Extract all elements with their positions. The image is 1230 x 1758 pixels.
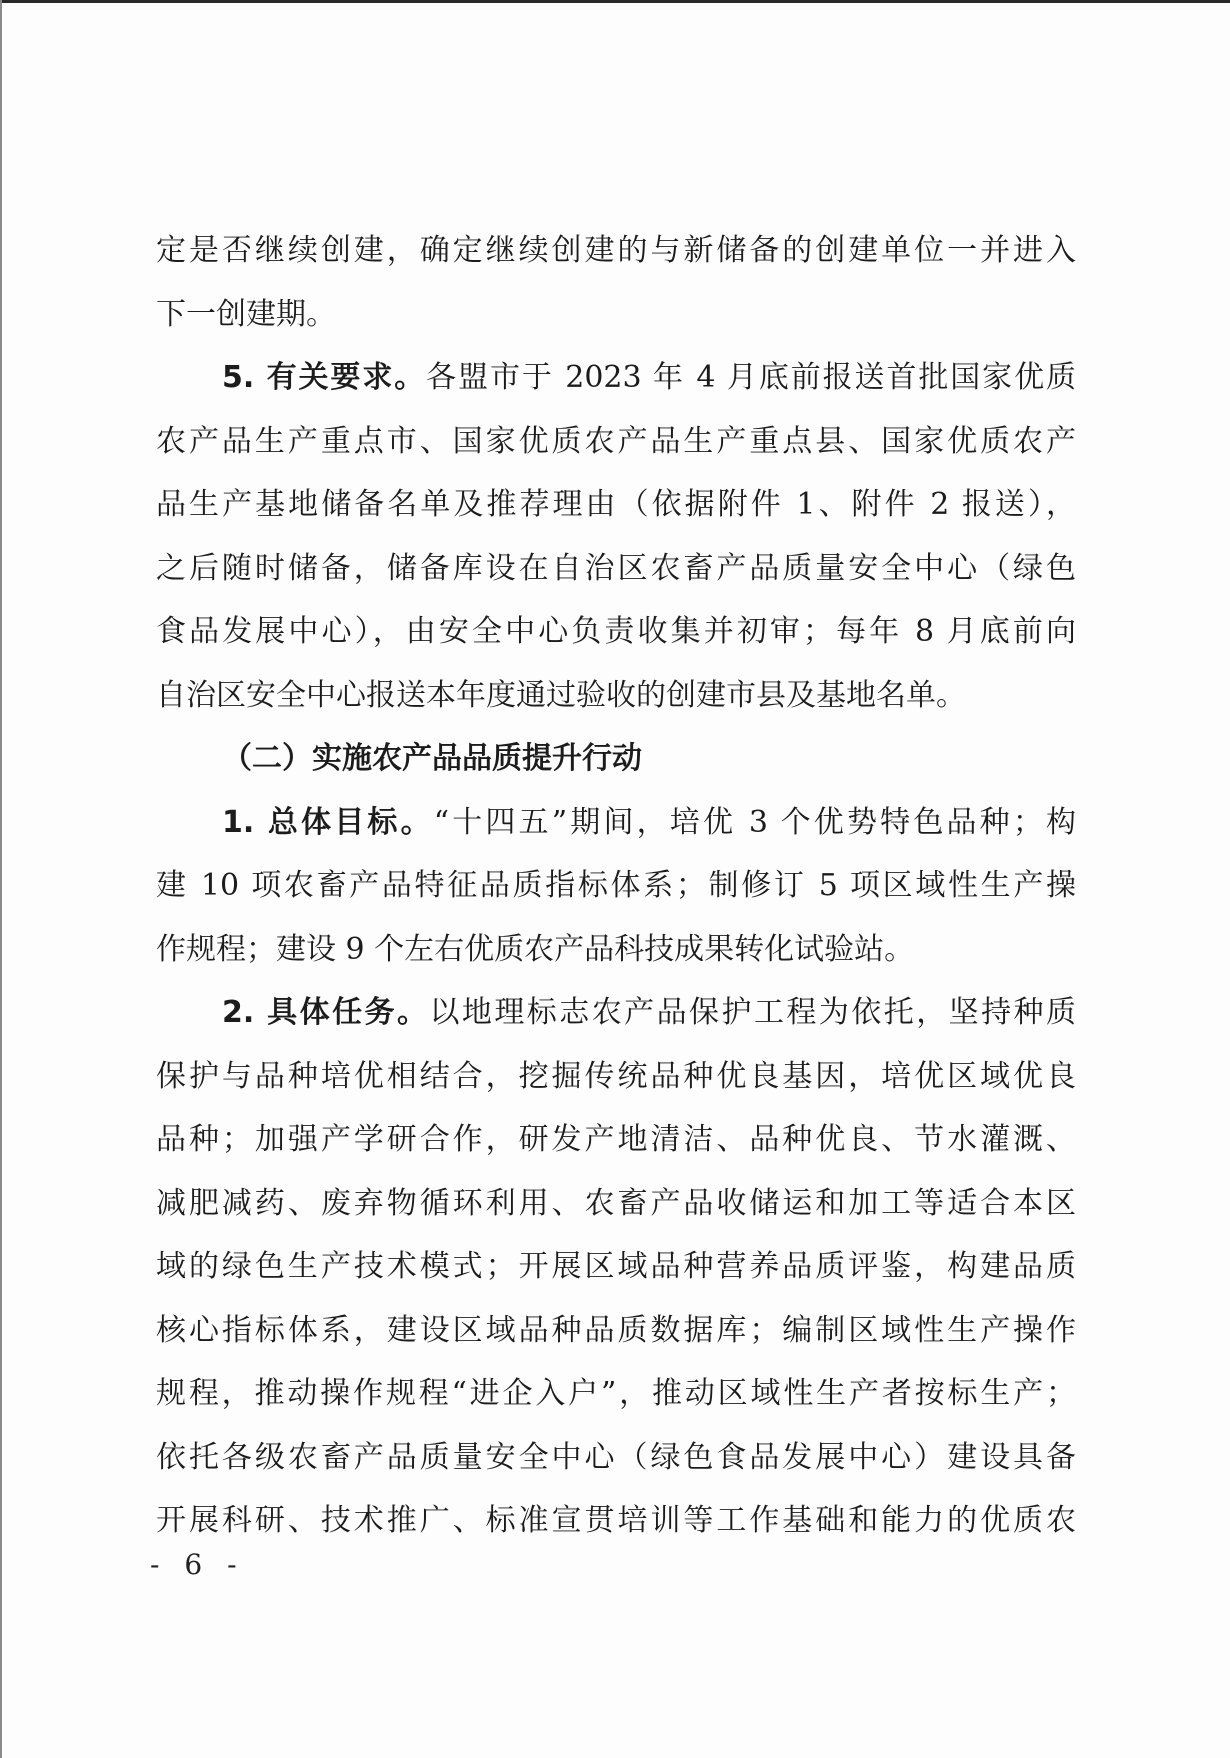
text-line: 规程，推动操作规程“进企入户”，推动区域性生产者按标生产；	[156, 1376, 1076, 1411]
text-line: 定是否继续创建，确定继续创建的与新储备的创建单位一并进入	[156, 233, 1076, 268]
text-line: 食品发展中心），由安全中心负责收集并初审；每年 8 月底前向	[156, 614, 1076, 649]
text-line: 建 10 项农畜产品特征品质指标体系；制修订 5 项区域性生产操	[156, 868, 1076, 903]
text-line: 域的绿色生产技术模式；开展区域品种营养品质评鉴，构建品质	[156, 1249, 1076, 1284]
scan-edge-left	[0, 0, 2, 1758]
text-line: 品种；加强产学研合作，研发产地清洁、品种优良、节水灌溉、	[156, 1122, 1076, 1157]
text-line: 2. 具体任务。以地理标志农产品保护工程为依托，坚持种质	[222, 995, 1077, 1030]
item-heading: 5. 有关要求。	[222, 360, 427, 395]
text-line: 品生产基地储备名单及推荐理由（依据附件 1、附件 2 报送），	[156, 487, 1076, 522]
item-heading: 1. 总体目标。	[222, 804, 434, 840]
text-line: 开展科研、技术推广、标准宣贯培训等工作基础和能力的优质农	[156, 1503, 1076, 1538]
text-line: 农产品生产重点市、国家优质农产品生产重点县、国家优质农产	[156, 423, 1076, 459]
page-number: - 6 -	[150, 1548, 245, 1581]
text-line: 自治区安全中心报送本年度通过验收的创建市县及基地名单。	[156, 677, 966, 713]
text-line: 5. 有关要求。各盟市于 2023 年 4 月底前报送首批国家优质	[222, 360, 1076, 395]
item-heading: 2. 具体任务。	[222, 995, 430, 1030]
document-body	[156, 219, 1076, 1553]
text-line: 依托各级农畜产品质量安全中心（绿色食品发展中心）建设具备	[156, 1439, 1076, 1475]
text-line: 下一创建期。	[156, 296, 336, 332]
text-line: 核心指标体系，建设区域品种品质数据库；编制区域性生产操作	[156, 1312, 1076, 1348]
scan-edge-top	[0, 0, 1230, 3]
text-line: 之后随时储备，储备库设在自治区农畜产品质量安全中心（绿色	[156, 550, 1076, 586]
text-line: 保护与品种培优相结合，挖掘传统品种优良基因，培优区域优良	[156, 1058, 1076, 1094]
section-heading: （二）实施农产品品质提升行动	[222, 741, 642, 776]
text-line: 1. 总体目标。“十四五”期间，培优 3 个优势特色品种；构	[222, 804, 1076, 840]
text-line: 减肥减药、废弃物循环利用、农畜产品收储运和加工等适合本区	[156, 1185, 1076, 1221]
text-line: 作规程；建设 9 个左右优质农产品科技成果转化试验站。	[156, 931, 915, 967]
